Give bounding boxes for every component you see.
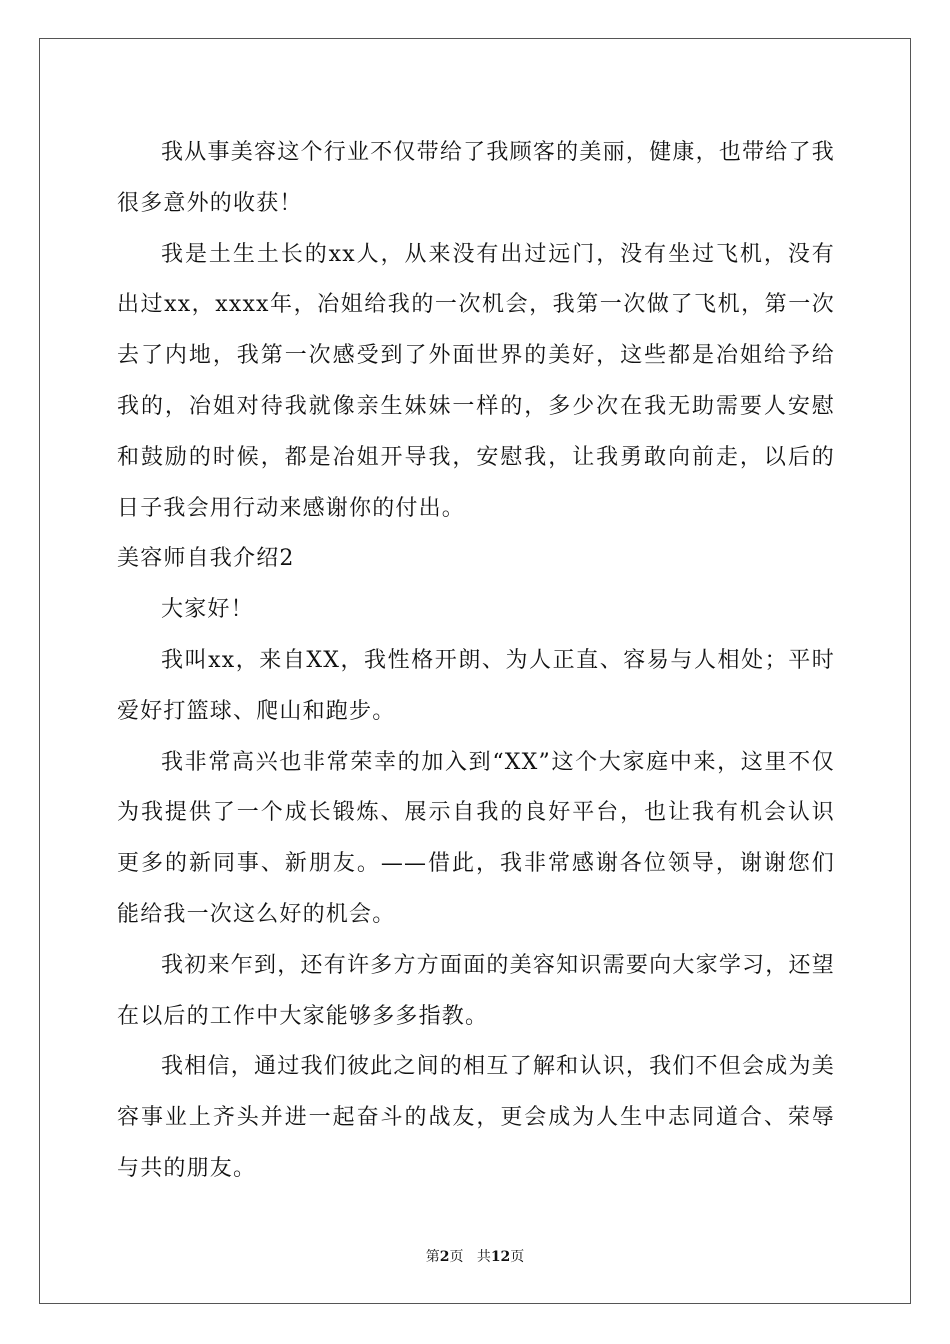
footer-page-total: 12 [490,1249,511,1265]
page-footer [0,1247,950,1267]
paragraph-learning: 我初来乍到，还有许多方方面面的美容知识需要向大家学习，还望在以后的工作中大家能够多多指教。 [117,952,835,1029]
footer-total-suffix: 页 [510,1249,525,1265]
paragraph-1: 我从事美容这个行业不仅带给了我顾客的美丽，健康，也带给了我很多意外的收获！ [117,140,835,216]
document-body [117,128,835,1195]
footer-total-prefix: 共 [476,1249,491,1265]
paragraph-greeting: 大家好！ [161,597,254,623]
paragraph-joining: 我非常高兴也非常荣幸的加入到“XX”这个大家庭中来，这里不仅为我提供了一个成长锻炼、展示自我的良好平台，也让我有机会认识更多的新同事、新朋友。——借此，我非常感谢各位领导，谢谢您们能给我一次这么好的机会。 [117,749,835,927]
paragraph-closing: 我相信，通过我们彼此之间的相互了解和认识，我们不但会成为美容事业上齐头并进一起奋斗的战友，更会成为人生中志同道合、荣辱与共的朋友。 [117,1054,835,1181]
section-heading: 美容师自我介绍2 [117,546,295,572]
footer-page-suffix: 页 [449,1249,464,1265]
paragraph-intro: 我叫xx，来自XX，我性格开朗、为人正直、容易与人相处；平时爱好打篮球、爬山和跑步。 [117,647,835,724]
footer-page-prefix: 第 [425,1249,440,1265]
paragraph-2: 我是土生土长的xx人，从来没有出过远门，没有坐过飞机，没有出过xx，xxxx年，冶姐给我的一次机会，我第一次做了飞机，第一次去了内地，我第一次感受到了外面世界的美好，这些都是冶姐给予给我的，冶姐对待我就像亲生妹妹一样的，多少次在我无助需要人安慰和鼓励的时候，都是冶姐开导我，安慰我，让我勇敢向前走，以后的日子我会用行动来感谢你的付出。 [117,241,835,521]
footer-page-current: 2 [439,1249,450,1265]
